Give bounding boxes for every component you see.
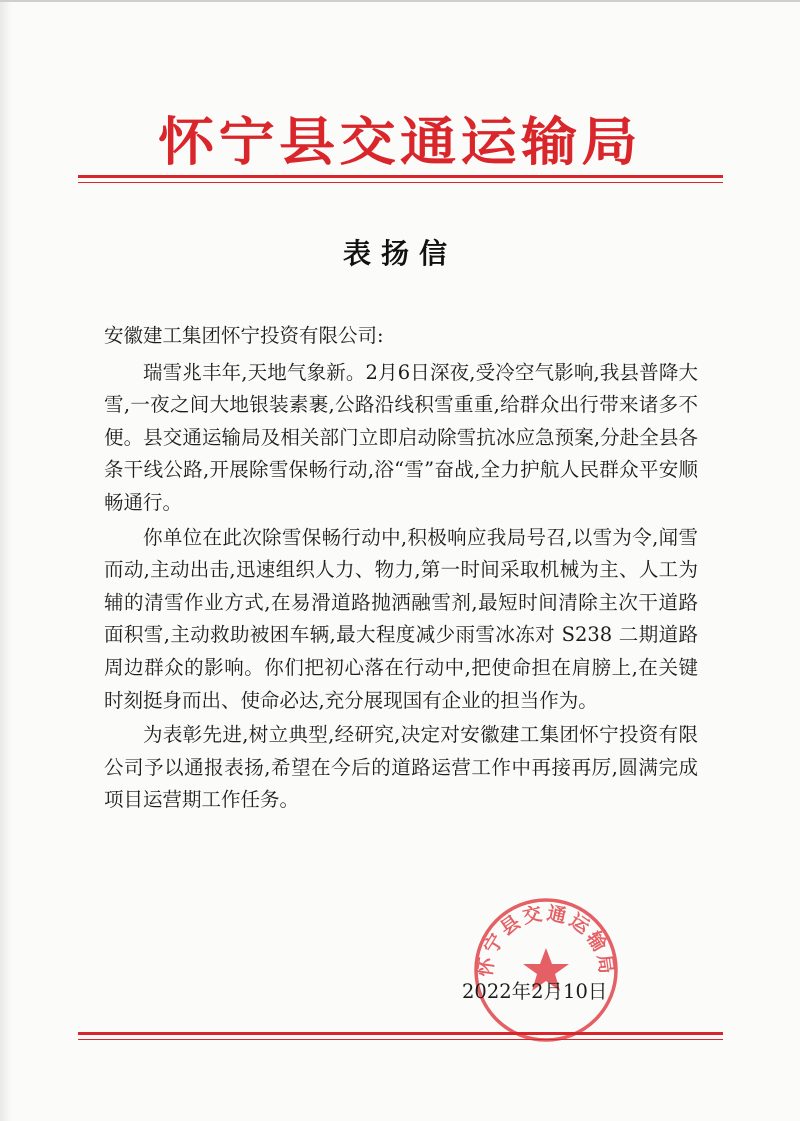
letter-date: 2022年2月10日 — [462, 980, 608, 1003]
letter-title: 表扬信 — [342, 237, 457, 270]
paragraph-2: 你单位在此次除雪保畅行动中,积极响应我局号召,以雪为令,闻雪而动,主动出击,迅速组织人力、物力,第一时间采取机械为主、人工为辅的清雪作业方式,在易滑道路抛洒融雪剂,最短时间清除主次干道路面积雪,主动救助被困车辆,最大程度减少雨雪冰冻对 S238 二期道路周边群众的影响。你们把初心落在行动中,把使命担在肩膀上,在关键时刻挺身而出、使命必达,充分展现国有企业的担当作为。 — [104, 525, 698, 712]
footer-rule-thick — [78, 1032, 723, 1035]
footer-rule-thin — [78, 1039, 723, 1040]
header-rule-thin — [78, 182, 723, 183]
seal-text: 怀宁县交通运输局 — [474, 902, 618, 979]
official-seal-icon — [472, 896, 620, 1044]
organization-header: 怀宁县交通运输局 — [158, 113, 642, 173]
paragraph-1: 瑞雪兆丰年,天地气象新。2月6日深夜,受冷空气影响,我县普降大雪,一夜之间大地银装素裹,公路沿线积雪重重,给群众出行带来诸多不便。县交通运输局及相关部门立即启动除雪抗冰应急预案,分赴全县各条干线公路,开展除雪保畅行动,浴“雪”奋战,全力护航人民群众平安顺畅通行。 — [104, 360, 698, 514]
salutation: 安徽建工集团怀宁投资有限公司: — [104, 324, 384, 347]
header-rule-thick — [78, 175, 723, 178]
paragraph-3: 为表彰先进,树立典型,经研究,决定对安徽建工集团怀宁投资有限公司予以通报表扬,希望在今后的道路运营工作中再接再厉,圆满完成项目运营期工作任务。 — [104, 723, 698, 812]
letter-body — [104, 320, 698, 817]
